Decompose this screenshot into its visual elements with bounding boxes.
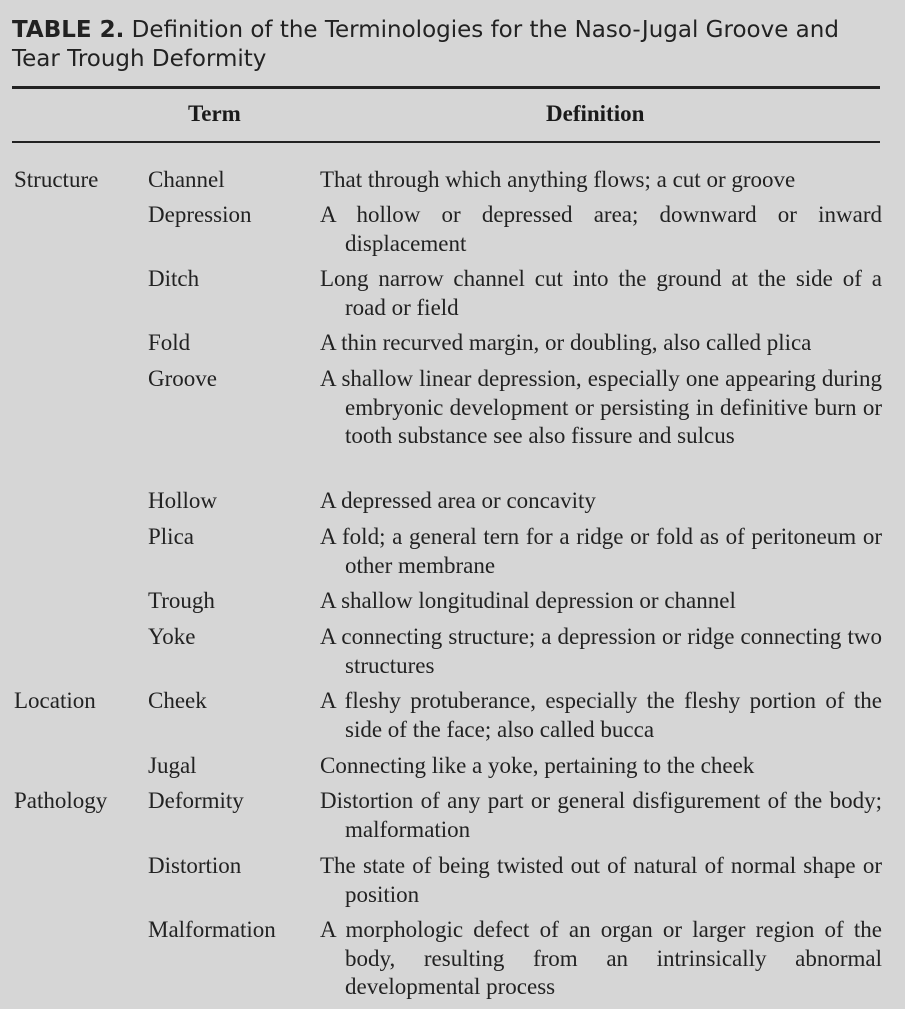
header-rule xyxy=(12,141,880,143)
row-category: Structure xyxy=(14,167,99,192)
row-definition: A morphologic defect of an organ or larger region of the body, resulting from an intrinsically abnormal developmental process xyxy=(320,917,882,999)
row-term: Distortion xyxy=(148,853,242,878)
row-term: Channel xyxy=(148,167,225,192)
row-term: Plica xyxy=(148,524,194,549)
row-term: Depression xyxy=(148,202,252,227)
table-label: TABLE 2. xyxy=(12,17,125,43)
row-definition: A hollow or depressed area; downward or inward displacement xyxy=(320,202,882,256)
row-definition: A connecting structure; a depression or ridge connecting two structures xyxy=(320,624,882,678)
row-definition: A fold; a general tern for a ridge or fold as of peritoneum or other membrane xyxy=(320,524,882,578)
header-definition: Definition xyxy=(546,101,645,126)
row-term: Ditch xyxy=(148,266,200,291)
row-term: Malformation xyxy=(148,917,276,942)
row-definition: Connecting like a yoke, pertaining to the cheek xyxy=(320,753,755,778)
header-term: Term xyxy=(188,101,241,126)
row-term: Deformity xyxy=(148,788,244,813)
row-definition: That through which anything flows; a cut or groove xyxy=(320,167,796,192)
row-term: Cheek xyxy=(148,688,207,713)
top-rule xyxy=(12,86,880,89)
row-definition: A depressed area or concavity xyxy=(320,488,596,513)
row-term: Hollow xyxy=(148,488,217,513)
row-definition: A shallow longitudinal depression or channel xyxy=(320,588,736,613)
row-definition: A fleshy protuberance, especially the fleshy portion of the side of the face; also called bucca xyxy=(320,688,882,742)
table-title: Definition of the Terminologies for the Naso-Jugal Groove and Tear Trough Deformity xyxy=(12,17,839,72)
row-term: Trough xyxy=(148,588,215,613)
row-definition: Distortion of any part or general disfigurement of the body; malformation xyxy=(320,788,882,842)
row-term: Yoke xyxy=(148,624,196,649)
row-term: Groove xyxy=(148,366,217,391)
row-term: Jugal xyxy=(148,753,197,778)
row-definition: The state of being twisted out of natural of normal shape or position xyxy=(320,853,882,907)
table-caption xyxy=(12,16,884,74)
row-category: Location xyxy=(14,688,96,713)
row-definition: Long narrow channel cut into the ground at the side of a road or field xyxy=(320,266,882,320)
row-category: Pathology xyxy=(14,788,108,813)
row-definition: A shallow linear depression, especially one appearing during embryonic development or persisting in definitive burn or tooth substance see also fissure and sulcus xyxy=(320,366,882,448)
row-term: Fold xyxy=(148,330,191,355)
row-definition: A thin recurved margin, or doubling, also called plica xyxy=(320,330,812,355)
